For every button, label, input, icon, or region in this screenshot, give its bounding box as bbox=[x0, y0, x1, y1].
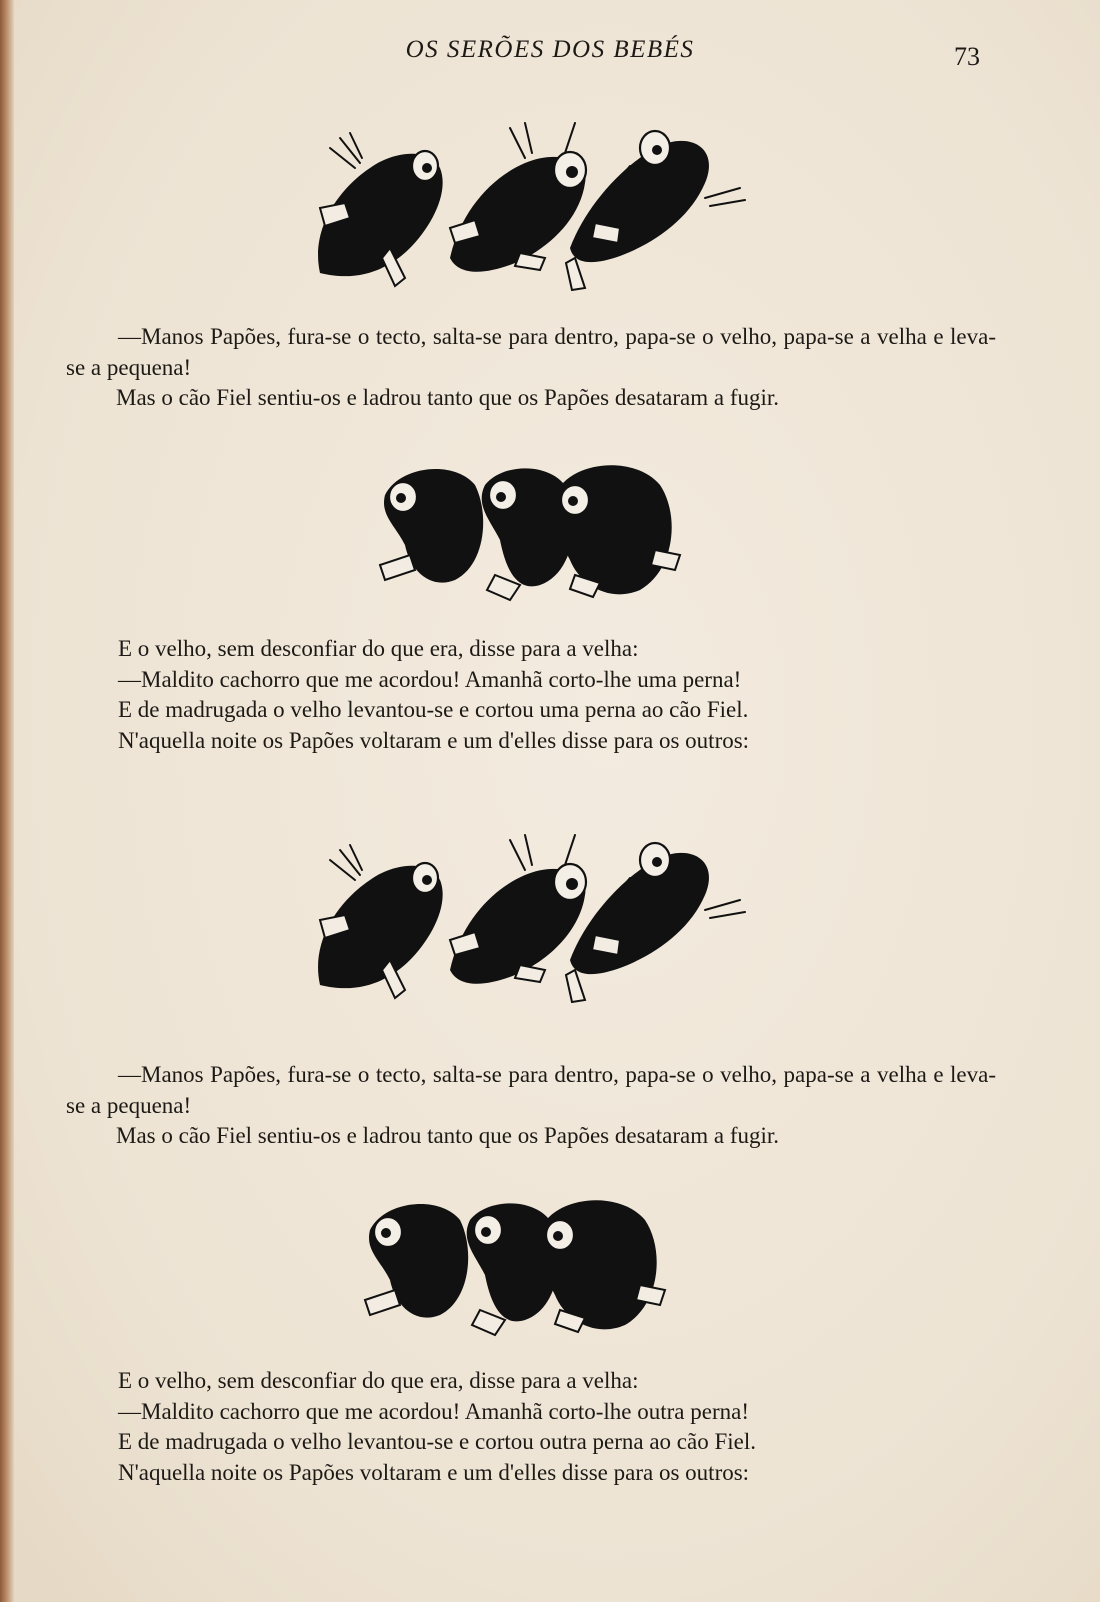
papao-figure bbox=[365, 1204, 468, 1318]
papao-figure bbox=[566, 843, 745, 1002]
paragraph: E de madrugada o velho levantou-se e cortou uma perna ao cão Fiel. bbox=[118, 697, 749, 722]
running-title: OS SERÕES DOS BEBÉS bbox=[405, 36, 695, 63]
paragraph: Mas o cão Fiel sentiu-os e ladrou tanto que os Papões desataram a fugir. bbox=[116, 385, 780, 410]
text-section-3 bbox=[66, 1060, 996, 1152]
paragraph: —Manos Papões, fura-se o tecto, salta-se para dentro, papa-se o velho, papa-se a velha e leva-se a pequena! bbox=[66, 1062, 996, 1118]
text-section-4 bbox=[66, 1366, 996, 1488]
papao-figure bbox=[380, 469, 483, 583]
paragraph: E o velho, sem desconfiar do que era, disse para a velha: bbox=[118, 1368, 639, 1393]
papao-figure bbox=[538, 1200, 665, 1332]
paragraph: —Maldito cachorro que me acordou! Amanhã corto-lhe outra perna! bbox=[118, 1398, 749, 1424]
paragraph: N'aquella noite os Papões voltaram e um d'elles disse para os outros: bbox=[118, 727, 750, 753]
papao-figure bbox=[318, 845, 443, 998]
text-section-2 bbox=[66, 634, 996, 756]
text-section-1 bbox=[66, 322, 996, 414]
three-dancing-papoes-illustration bbox=[300, 108, 760, 298]
page-gutter bbox=[0, 0, 14, 1602]
paragraph: —Manos Papões, fura-se o tecto, salta-se para dentro, papa-se o velho, papa-se a velha e leva-se a pequena! bbox=[66, 324, 996, 380]
three-huddled-papoes-illustration bbox=[375, 455, 695, 615]
paragraph: N'aquella noite os Papões voltaram e um d'elles disse para os outros: bbox=[118, 1459, 750, 1485]
paragraph: Mas o cão Fiel sentiu-os e ladrou tanto que os Papões desataram a fugir. bbox=[116, 1123, 780, 1148]
paragraph: —Maldito cachorro que me acordou! Amanhã corto-lhe uma perna! bbox=[118, 666, 742, 692]
paragraph: E de madrugada o velho levantou-se e cortou outra perna ao cão Fiel. bbox=[118, 1429, 757, 1454]
papao-figure bbox=[566, 131, 745, 290]
paragraph: E o velho, sem desconfiar do que era, disse para a velha: bbox=[118, 636, 639, 661]
three-dancing-papoes-illustration bbox=[300, 820, 760, 1010]
papao-figure bbox=[450, 835, 586, 984]
three-huddled-papoes-illustration bbox=[360, 1190, 690, 1350]
papao-figure bbox=[450, 123, 586, 272]
papao-figure bbox=[553, 465, 680, 597]
page-number: 73 bbox=[954, 42, 980, 71]
papao-figure bbox=[318, 133, 443, 286]
